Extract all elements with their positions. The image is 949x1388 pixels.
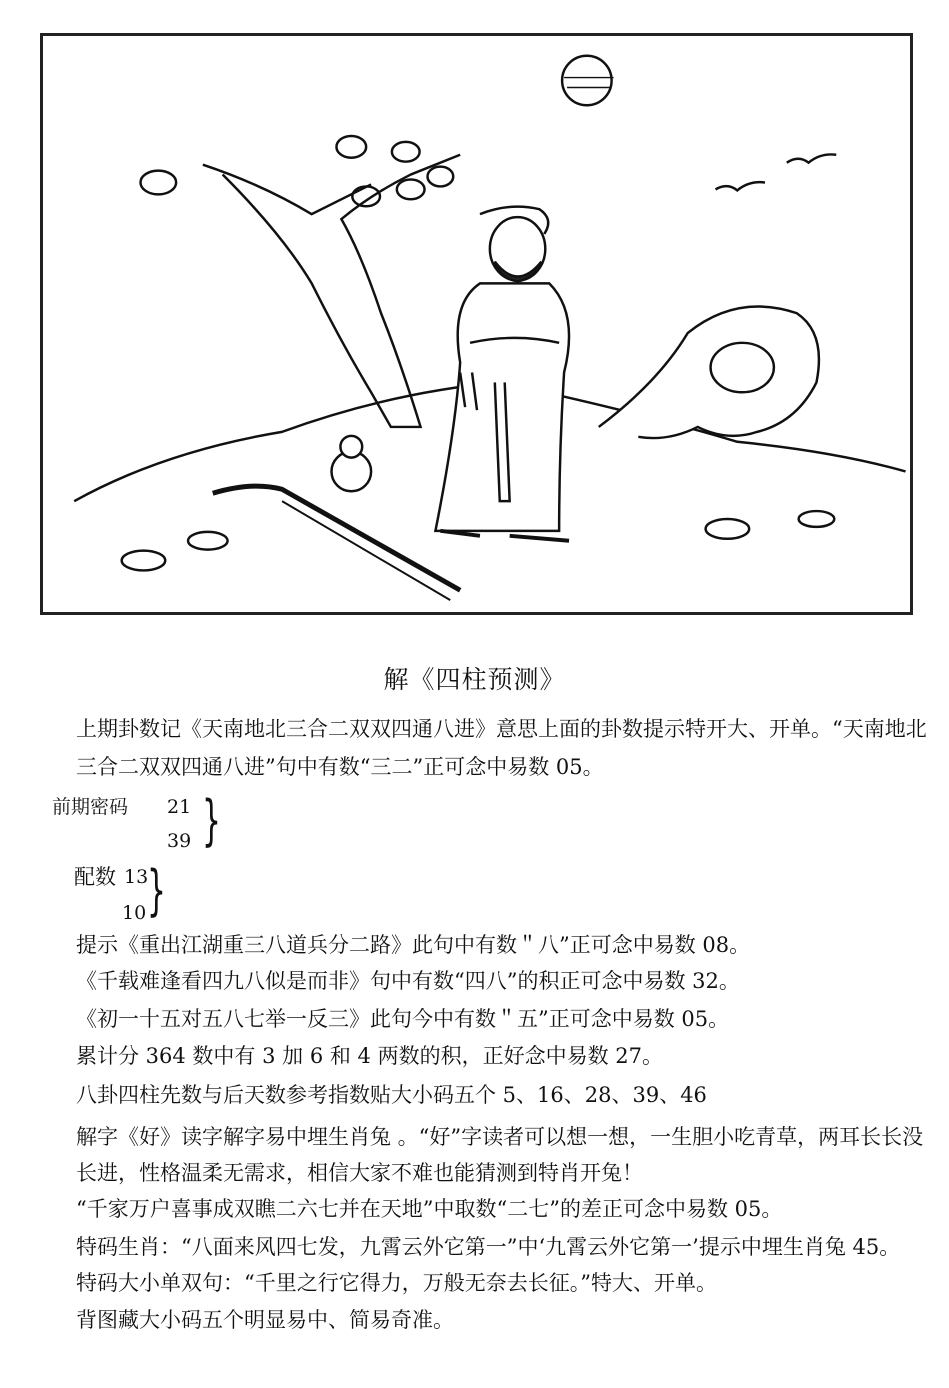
moon-icon <box>562 56 611 105</box>
rock-arch <box>599 307 819 439</box>
stone <box>706 519 750 539</box>
brace-icon: } <box>202 789 221 852</box>
hint-line-2: 《千载难逢看四九八似是而非》句中有数“四八”的积正可念中易数 32。 <box>76 969 740 993</box>
stone <box>188 532 228 550</box>
bird-icon <box>787 154 836 162</box>
illustration-frame <box>40 33 913 615</box>
hint-line-3: 《初一十五对五八七举一反三》此句今中有数＂五”正可念中易数 05。 <box>76 1007 730 1031</box>
closing-line-3: 特码大小单双句：“千里之行它得力，万般无奈去长征。”特大、开单。 <box>76 1271 717 1295</box>
leaf-icon <box>392 142 420 162</box>
hint-line-5: 八卦四柱先数与后天数参考指数贴大小码五个 5、16、28、39、46 <box>76 1083 707 1107</box>
riddle-line-2: 长进，性格温柔无需求，相信大家不难也能猜测到特肖开兔！ <box>76 1161 643 1185</box>
paragraph-1-line-1: 上期卦数记《天南地北三合二双双四通八进》意思上面的卦数提示特开大、开单。“天南地北 <box>76 717 927 741</box>
riddle-line-1: 解字《好》读字解字易中埋生肖兔 。“好”字读者可以想一想，一生胆小吃青草，两耳长长没 <box>76 1125 924 1149</box>
leaf-icon <box>397 180 425 200</box>
leaf-icon <box>352 186 380 206</box>
bird-icon <box>716 182 765 190</box>
tree-trunk <box>223 155 461 427</box>
stone <box>799 511 835 527</box>
previous-code-value-1: 21 <box>167 796 192 818</box>
paragraph-1-line-2: 三合二双双四通八进”句中有数“三二”正可念中易数 05。 <box>76 755 604 779</box>
page-title: 解《四柱预测》 <box>383 665 566 694</box>
brace-icon: } <box>147 859 166 922</box>
pairing-value-1: 13 <box>124 866 149 888</box>
hint-line-4: 累计分 364 数中有 3 加 6 和 4 两数的积，正好念中易数 27。 <box>76 1044 663 1068</box>
closing-line-4: 背图藏大小码五个明显易中、简易奇准。 <box>76 1308 454 1332</box>
stone <box>122 551 166 571</box>
staff <box>213 486 460 590</box>
leaf-icon <box>428 167 454 187</box>
leaf-icon <box>336 136 366 158</box>
pairing-label: 配数 <box>74 865 116 889</box>
hint-line-1: 提示《重出江湖重三八道兵分二路》此句中有数＂八”正可念中易数 08。 <box>76 933 751 957</box>
ink-illustration <box>43 36 910 612</box>
leaf-icon <box>141 171 177 195</box>
closing-line-1: “千家万户喜事成双瞧二六七并在天地”中取数“二七”的差正可念中易数 05。 <box>76 1197 783 1221</box>
previous-code-value-2: 39 <box>167 830 192 852</box>
closing-line-2: 特码生肖：“八面来风四七发，九霄云外它第一”中‘九霄云外它第一’提示中埋生肖兔 45。 <box>76 1235 901 1259</box>
robe <box>435 283 569 530</box>
previous-code-label: 前期密码 <box>52 796 129 818</box>
pairing-value-2: 10 <box>122 902 147 924</box>
